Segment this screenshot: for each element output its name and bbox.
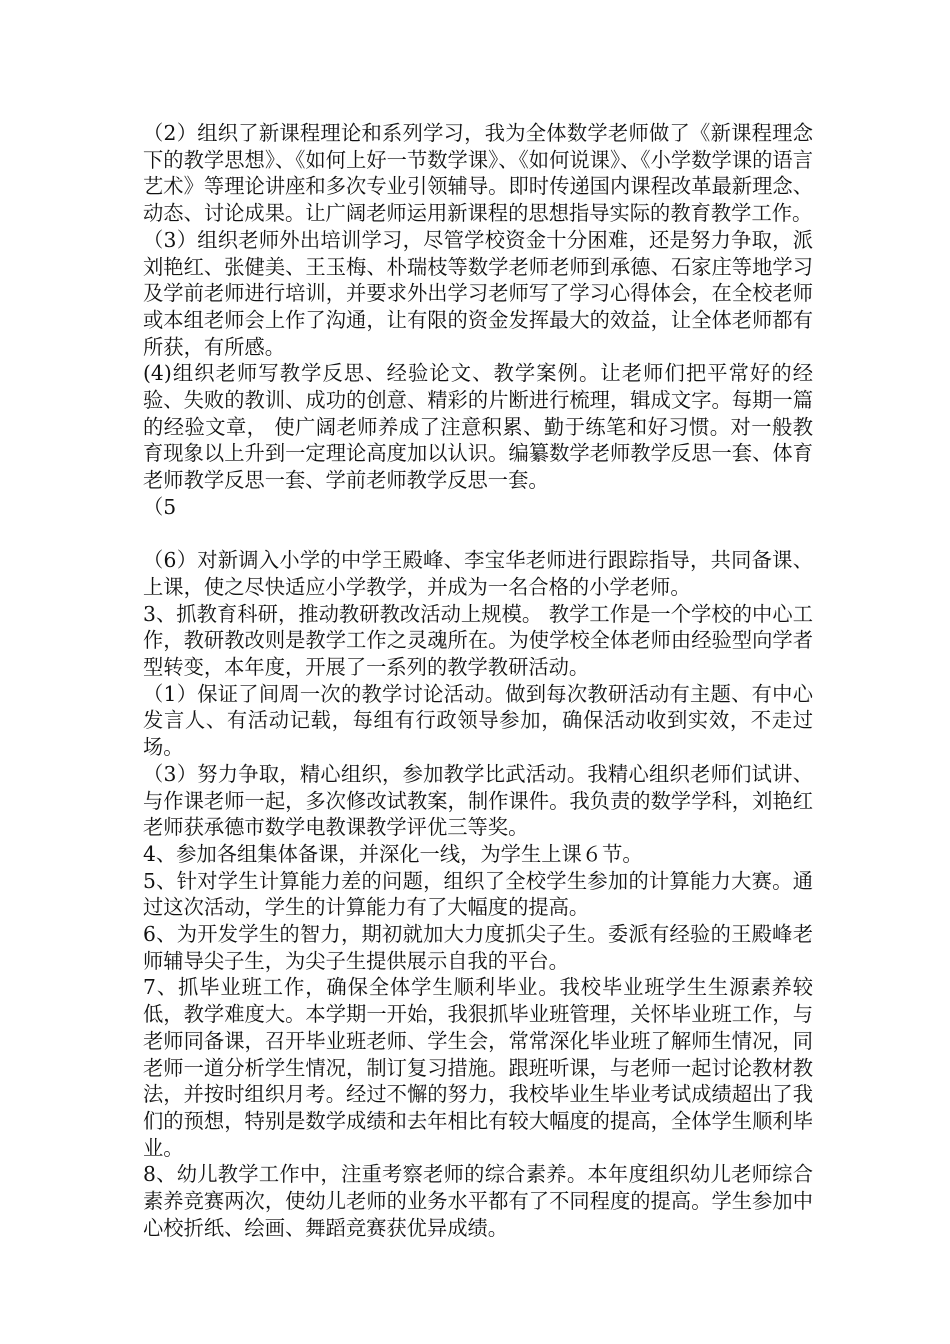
- paragraph-sub-3-competition: （3）努力争取，精心组织，参加教学比武活动。我精心组织老师们试讲、与作课老师一起，多次修改试教案，制作课件。我负责的数学学科，刘艳红老师获承德市数学电教课教学评优三等奖。: [143, 761, 813, 840]
- paragraph-item-3-research: 3、抓教育科研，推动教研教改活动上规模。 教学工作是一个学校的中心工作，教研教改则是教学工作之灵魂所在。为使学校全体老师由经验型向学者型转变，本年度，开展了一系列的教学教研活动。: [143, 601, 813, 680]
- paragraph-item-6-top-students: 6、为开发学生的智力，期初就加大力度抓尖子生。委派有经验的王殿峰老师辅导尖子生，为尖子生提供展示自我的平台。: [143, 922, 813, 973]
- paragraph-6-new-teacher-guidance: （6）对新调入小学的中学王殿峰、李宝华老师进行跟踪指导，共同备课、上课，使之尽快适应小学教学，并成为一名合格的小学老师。: [143, 548, 813, 599]
- paragraph-2-new-curriculum-study: （2）组织了新课程理论和系列学习，我为全体数学老师做了《新课程理念下的教学思想》、《如何上好一节数学课》、《如何说课》、《小学数学课的语言艺术》等理论讲座和多次专业引领辅导。即时传递国内课程改革最新理念、动态、讨论成果。让广阔老师运用新课程的思想指导实际的教育教学工作。: [143, 121, 813, 226]
- paragraph-4-teaching-reflection: (4)组织老师写教学反思、经验论文、教学案例。让老师们把平常好的经验、失败的教训、成功的创意、精彩的片断进行梳理，辑成文字。每期一篇的经验文章， 使广阔老师养成了注意积累、勤于练笔和好习惯。对一般教育现象以上升到一定理论高度加以认识。编纂数学老师教学反思一套、体育老师教学反思一套、学前老师教学反思一套。: [143, 361, 813, 493]
- paragraph-sub-1-discussion: （1）保证了间周一次的教学讨论活动。做到每次教研活动有主题、有中心发言人、有活动记载，每组有行政领导参加，确保活动收到实效，不走过场。: [143, 681, 813, 760]
- paragraph-item-8-kindergarten: 8、幼儿教学工作中，注重考察老师的综合素养。本年度组织幼儿老师综合素养竞赛两次，使幼儿老师的业务水平都有了不同程度的提高。学生参加中心校折纸、绘画、舞蹈竞赛获优异成绩。: [143, 1162, 813, 1240]
- paragraph-item-4-lesson-prep: 4、参加各组集体备课，并深化一线，为学生上课６节。: [143, 841, 643, 866]
- document-body: [143, 120, 813, 1242]
- paragraph-5-fragment: （5: [143, 494, 177, 519]
- paragraph-3-external-training: （3）组织老师外出培训学习，尽管学校资金十分困难，还是努力争取，派刘艳红、张健美、王玉梅、朴瑞枝等数学老师老师到承德、石家庄等地学习及学前老师进行培训，并要求外出学习老师写了学习心得体会，在全校老师或本组老师会上作了沟通，让有限的资金发挥最大的效益，让全体老师都有所获，有所感。: [143, 227, 813, 359]
- paragraph-item-7-graduating-class: 7、抓毕业班工作，确保全体学生顺利毕业。我校毕业班学生生源素养较低，教学难度大。本学期一开始，我狠抓毕业班管理，关怀毕业班工作，与老师同备课，召开毕业班老师、学生会，常常深化毕业班了解师生情况，同老师一道分析学生情况，制订复习措施。跟班听课，与老师一起讨论教材教法，并按时组织月考。经过不懈的努力，我校毕业生毕业考试成绩超出了我们的预想，特别是数学成绩和去年相比有较大幅度的提高，全体学生顺利毕业。: [143, 975, 813, 1160]
- blank-line: [143, 521, 813, 548]
- paragraph-item-5-calculation: 5、针对学生计算能力差的问题，组织了全校学生参加的计算能力大赛。通过这次活动，学生的计算能力有了大幅度的提高。: [143, 868, 813, 920]
